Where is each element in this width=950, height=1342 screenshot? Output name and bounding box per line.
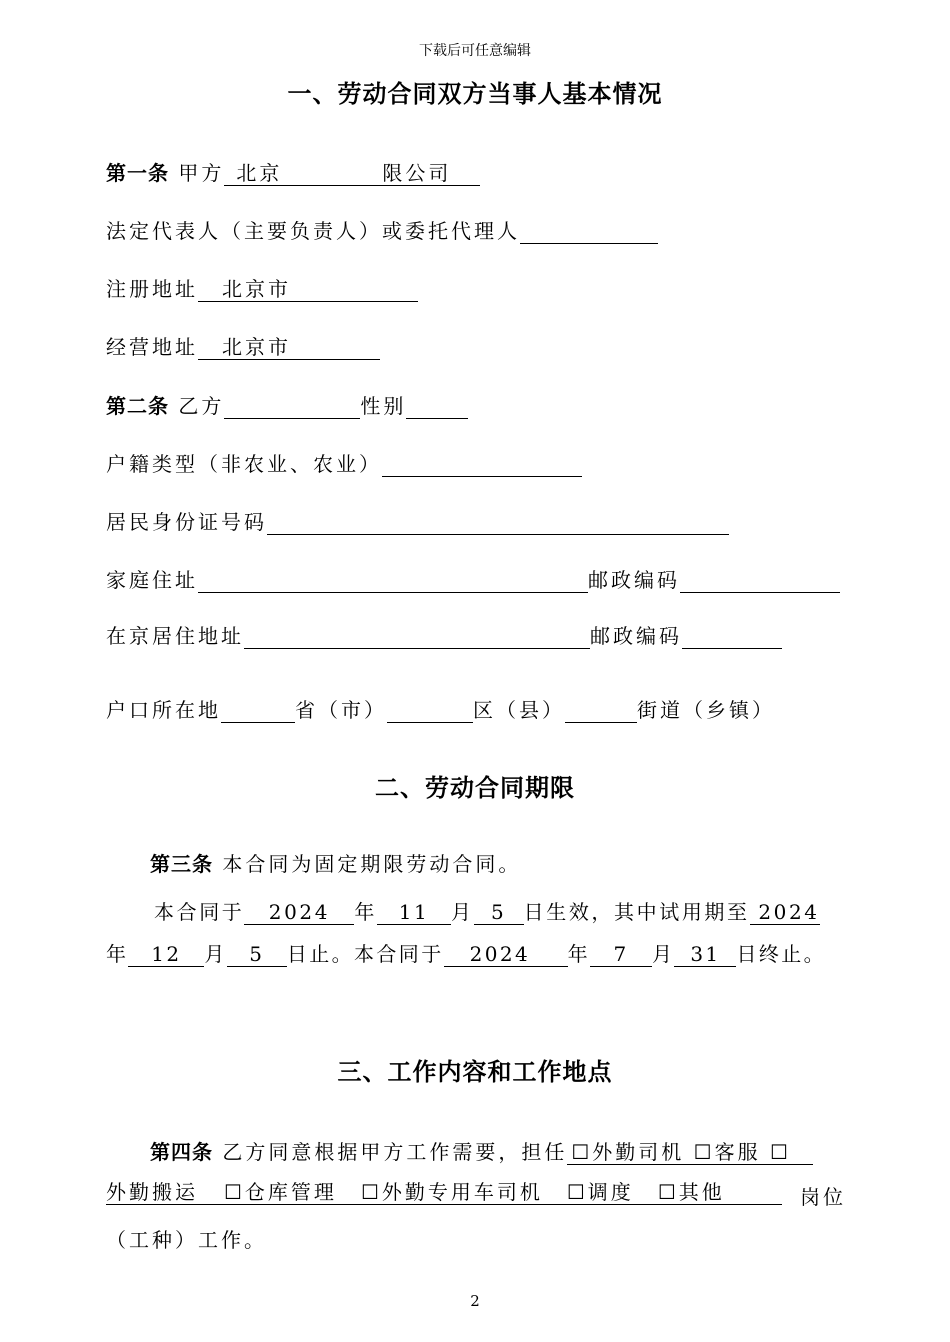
year-label-3: 年: [567, 942, 591, 966]
end-day-field[interactable]: 31: [674, 943, 736, 967]
bj-addr-label: 在京居住地址: [106, 624, 244, 648]
article4-label: 第四条: [150, 1140, 213, 1164]
end-phrase: 日止。本合同于: [286, 942, 444, 966]
party-b-name-field[interactable]: [224, 394, 360, 419]
page-number: 2: [470, 1292, 480, 1310]
article4-line-3: （工种）工作。: [106, 1228, 267, 1252]
option-field-driver[interactable]: ☐外勤司机: [571, 1140, 685, 1164]
street-field[interactable]: [565, 698, 637, 723]
section3-heading: 三、工作内容和工作地点: [337, 1058, 613, 1086]
effective-text: 日生效，其中试用期至: [523, 900, 750, 924]
reg-addr-line: [106, 273, 418, 302]
month-label-1: 月: [451, 900, 474, 924]
option-dedicated-driver[interactable]: ☐外勤专用车司机: [360, 1180, 543, 1204]
province-field[interactable]: [221, 698, 295, 723]
option-other[interactable]: ☐其他: [657, 1180, 725, 1204]
section2-heading: 二、劳动合同期限: [375, 774, 575, 802]
biz-addr-field[interactable]: [198, 336, 380, 360]
article3-text: 本合同为固定期限劳动合同。: [222, 852, 522, 876]
term-prefix: 本合同于: [154, 900, 245, 924]
id-card-line: [106, 506, 729, 535]
trial-month-field[interactable]: 12: [128, 943, 204, 967]
bj-addr-line: [106, 620, 782, 649]
legal-rep-label: 法定代表人（主要负责人）或委托代理人: [106, 219, 520, 243]
month-label-2: 月: [204, 942, 227, 966]
postcode2-field[interactable]: [682, 624, 782, 649]
home-addr-line: [106, 564, 840, 593]
biz-addr-value: 北京市: [222, 335, 291, 359]
id-card-label: 居民身份证号码: [106, 510, 267, 534]
start-month-field[interactable]: 11: [377, 901, 451, 925]
hukou-loc-label: 户口所在地: [106, 698, 221, 722]
hukou-type-line: [106, 448, 582, 477]
id-card-field[interactable]: [267, 510, 729, 535]
post-options-line2: [106, 1181, 782, 1205]
trial-year-field[interactable]: 2024: [750, 901, 820, 925]
option-dispatch[interactable]: ☐调度: [566, 1180, 634, 1204]
article2-label: 第二条: [106, 394, 169, 418]
biz-addr-label: 经营地址: [106, 335, 198, 359]
legal-rep-line: [106, 215, 658, 244]
hukou-loc-line: [106, 694, 775, 723]
gender-field[interactable]: [406, 394, 468, 419]
option-warehouse[interactable]: ☐仓库管理: [224, 1180, 337, 1204]
post-label: 岗位: [800, 1185, 846, 1209]
term-line-1: [154, 896, 820, 925]
bj-addr-field[interactable]: [244, 624, 590, 649]
party-a-label: 甲方: [178, 161, 225, 185]
term-line-2: [106, 938, 826, 967]
month-label-3: 月: [652, 942, 675, 966]
end-year-field[interactable]: [444, 943, 568, 967]
legal-rep-field[interactable]: [520, 219, 658, 244]
postcode1-label: 邮政编码: [588, 568, 680, 592]
hukou-type-label: 户籍类型（非农业、农业）: [106, 452, 382, 476]
company-name-part1: 北京: [236, 161, 283, 185]
header-watermark: 下载后可任意编辑: [419, 43, 531, 59]
article1-label: 第一条: [106, 161, 169, 185]
terminate-text: 日终止。: [736, 942, 827, 966]
street-label: 街道（乡镇）: [637, 698, 775, 722]
section1-heading: 一、劳动合同双方当事人基本情况: [287, 80, 663, 108]
company-name-field[interactable]: [224, 162, 480, 186]
trial-day-field[interactable]: 5: [227, 943, 287, 967]
article4-line-1: [150, 1136, 813, 1165]
end-year-value: 2024: [469, 942, 531, 966]
option-customer-service[interactable]: ☐客服: [693, 1140, 761, 1164]
end-month-field[interactable]: 7: [590, 943, 652, 967]
biz-addr-line: [106, 331, 380, 360]
option-mover[interactable]: 外勤搬运: [106, 1180, 198, 1204]
hukou-type-field[interactable]: [382, 452, 582, 477]
company-name-part2: 限公司: [382, 161, 452, 185]
postcode1-field[interactable]: [680, 568, 840, 593]
home-addr-label: 家庭住址: [106, 568, 198, 592]
article4-text: 乙方同意根据甲方工作需要，担任: [222, 1140, 568, 1164]
district-label: 区（县）: [473, 698, 565, 722]
article3-label: 第三条: [150, 852, 213, 876]
province-label: 省（市）: [295, 698, 387, 722]
year-label-2: 年: [106, 942, 129, 966]
post-options-line1: [567, 1141, 813, 1165]
reg-addr-label: 注册地址: [106, 277, 198, 301]
postcode2-label: 邮政编码: [590, 624, 682, 648]
home-addr-field[interactable]: [198, 568, 588, 593]
option-mover-checkbox[interactable]: ☐: [769, 1140, 791, 1164]
start-day-field[interactable]: 5: [474, 901, 524, 925]
article4-line-2: [106, 1181, 782, 1205]
reg-addr-field[interactable]: [198, 278, 418, 302]
article2-line: [106, 390, 468, 419]
article3-line: [150, 848, 521, 877]
reg-addr-value: 北京市: [222, 277, 291, 301]
start-year-field[interactable]: 2024: [244, 901, 354, 925]
district-field[interactable]: [387, 698, 473, 723]
article1-line: [106, 157, 480, 186]
gender-label: 性别: [360, 394, 407, 418]
year-label-1: 年: [354, 900, 378, 924]
party-b-label: 乙方: [178, 394, 225, 418]
